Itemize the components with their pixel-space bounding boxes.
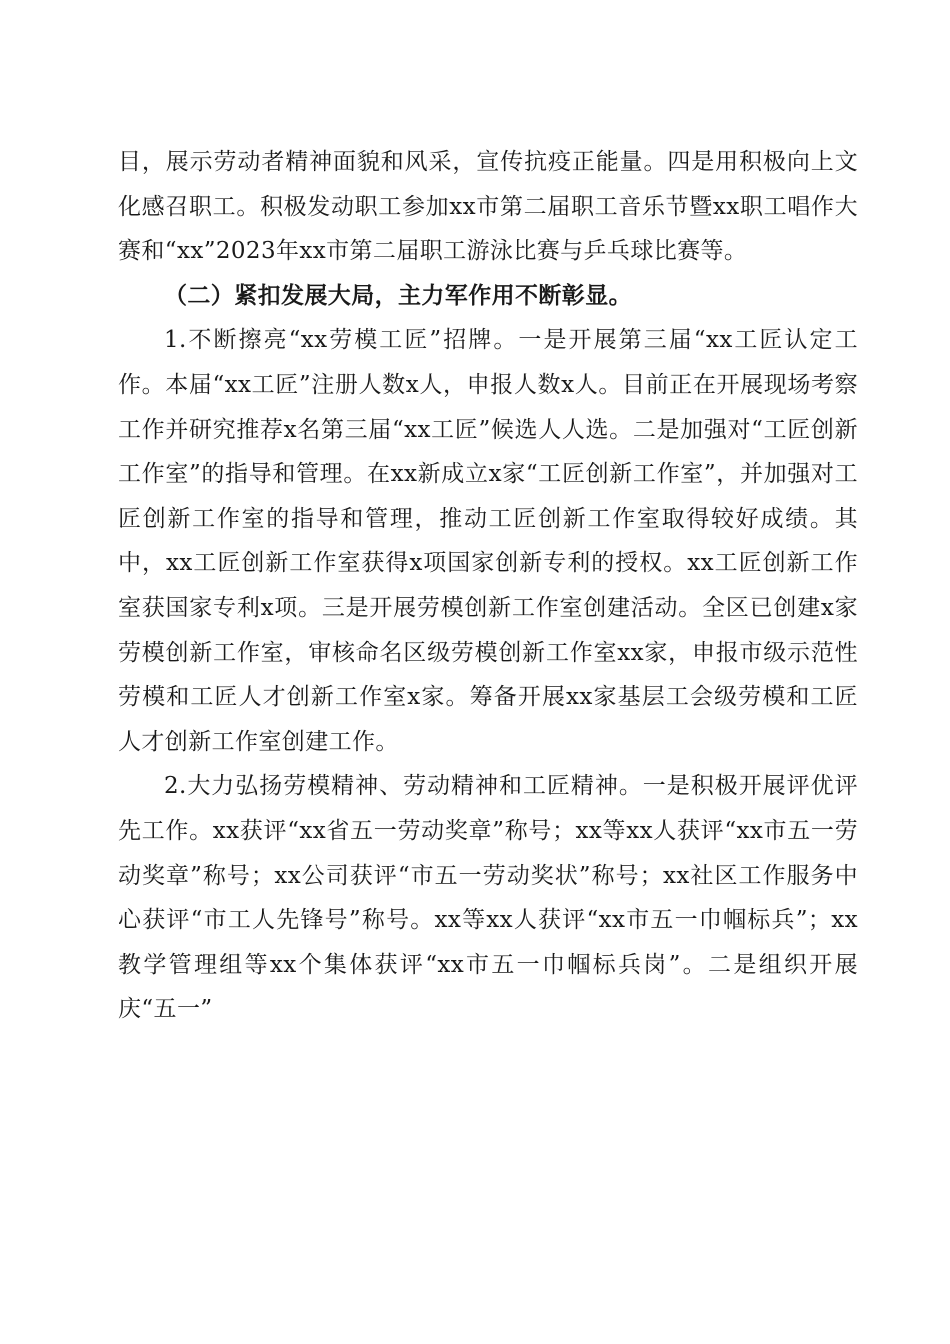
document-body [118,140,858,1032]
paragraph-continuation: 目，展示劳动者精神面貌和风采，宣传抗疫正能量。四是用积极向上文化感召职工。积极发动职工参加xx市第二届职工音乐节暨xx职工唱作大赛和“xx”2023年xx市第二届职工游泳比赛与乒乓球比赛等。 [118,149,858,265]
paragraph-item-2: 2.大力弘扬劳模精神、劳动精神和工匠精神。一是积极开展评优评先工作。xx获评“xx省五一劳动奖章”称号；xx等xx人获评“xx市五一劳动奖章”称号；xx公司获评“市五一劳动奖状”称号；xx社区工作服务中心获评“市工人先锋号”称号。xx等xx人获评“xx市五一巾帼标兵”；xx教学管理组等xx个集体获评“xx市五一巾帼标兵岗”。二是组织开展庆“五一” [118,773,858,1023]
paragraph-item-1: 1.不断擦亮“xx劳模工匠”招牌。一是开展第三届“xx工匠认定工作。本届“xx工匠”注册人数x人，申报人数x人。目前正在开展现场考察工作并研究推荐x名第三届“xx工匠”候选人人选。二是加强对“工匠创新工作室”的指导和管理。在xx新成立x家“工匠创新工作室”，并加强对工匠创新工作室的指导和管理，推动工匠创新工作室取得较好成绩。其中，xx工匠创新工作室获得x项国家创新专利的授权。xx工匠创新工作室获国家专利x项。三是开展劳模创新工作室创建活动。全区已创建x家劳模创新工作室，审核命名区级劳模创新工作室xx家，申报市级示范性劳模和工匠人才创新工作室x家。筹备开展xx家基层工会级劳模和工匠人才创新工作室创建工作。 [118,327,858,755]
section-heading: （二）紧扣发展大局，主力军作用不断彰显。 [164,281,632,309]
